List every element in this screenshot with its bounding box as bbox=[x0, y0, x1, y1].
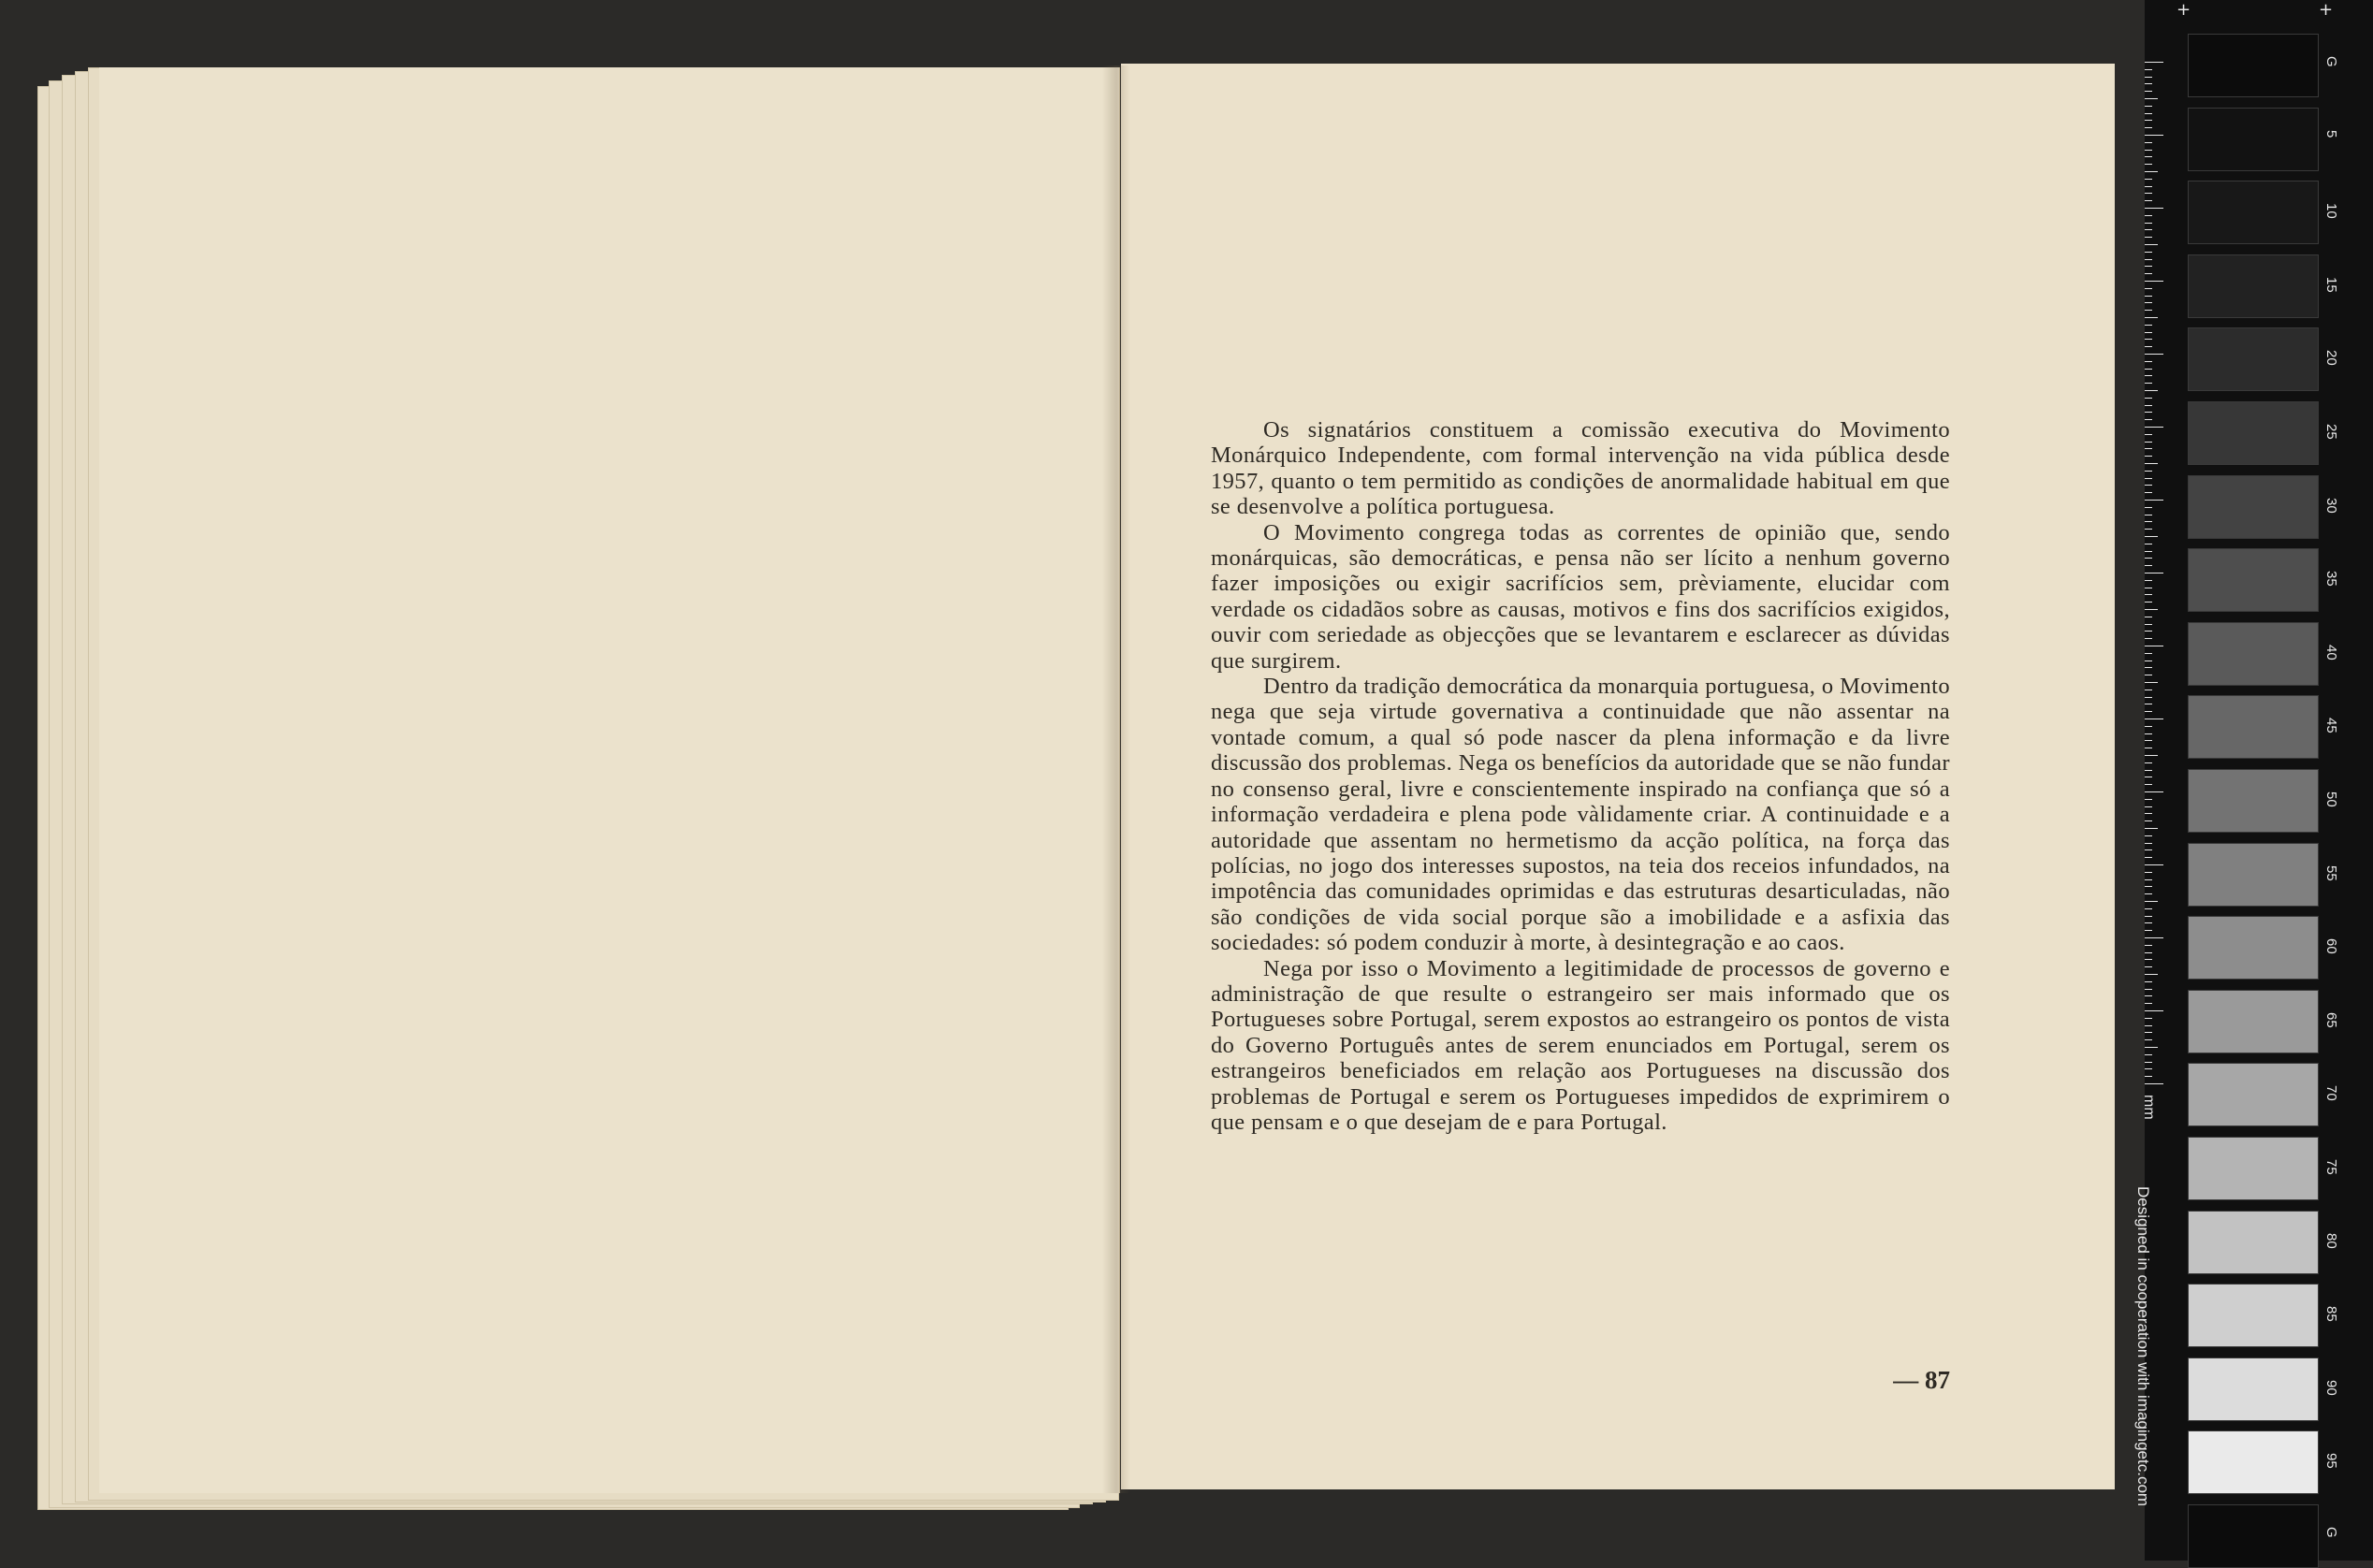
gray-patch bbox=[2188, 254, 2319, 318]
ruler-tick bbox=[2145, 229, 2152, 230]
gray-patch-label: 60 bbox=[2323, 938, 2339, 954]
ruler-unit-label: mm bbox=[2141, 1095, 2157, 1120]
ruler-tick bbox=[2145, 886, 2152, 887]
ruler-tick bbox=[2145, 806, 2152, 807]
ruler-tick bbox=[2145, 995, 2152, 996]
ruler-tick bbox=[2145, 1047, 2158, 1048]
ruler-tick bbox=[2145, 558, 2152, 559]
ruler-tick bbox=[2145, 536, 2158, 537]
gray-patch-label: 25 bbox=[2323, 424, 2339, 440]
ruler-tick bbox=[2145, 1032, 2152, 1033]
ruler-tick bbox=[2145, 325, 2152, 326]
ruler-tick bbox=[2145, 296, 2152, 297]
ruler-tick bbox=[2145, 98, 2158, 99]
gray-patch bbox=[2188, 1284, 2319, 1347]
ruler-tick bbox=[2145, 164, 2152, 165]
ruler-tick bbox=[2145, 872, 2152, 873]
ruler-tick bbox=[2145, 186, 2152, 187]
ruler-tick bbox=[2145, 682, 2158, 683]
ruler-tick bbox=[2145, 259, 2152, 260]
gray-patch-label: 35 bbox=[2323, 571, 2339, 587]
ruler-tick bbox=[2145, 908, 2152, 909]
ruler-tick bbox=[2145, 83, 2152, 84]
ruler-tick bbox=[2145, 485, 2152, 486]
ruler-tick bbox=[2145, 667, 2152, 668]
ruler-tick bbox=[2145, 726, 2152, 727]
ruler-tick bbox=[2145, 1068, 2152, 1069]
ruler-tick bbox=[2145, 383, 2152, 384]
gray-patch-label: 75 bbox=[2323, 1159, 2339, 1175]
gray-patch bbox=[2188, 843, 2319, 907]
gray-patch bbox=[2188, 475, 2319, 539]
ruler-tick bbox=[2145, 981, 2152, 982]
ruler-tick bbox=[2145, 456, 2152, 457]
ruler-tick bbox=[2145, 799, 2152, 800]
ruler-tick bbox=[2145, 813, 2152, 814]
gray-patch bbox=[2188, 108, 2319, 171]
gray-patch bbox=[2188, 181, 2319, 244]
paragraph: Nega por isso o Movimento a legitimidade de processos de governo e administração de que resulte o estrangeiro ser mais informado que os Portugueses sobre Portugal, serem expostos ao estrangeiro os pontos de vista do Governo Português antes de serem enunciados em Portugal, serem os estrangeiros beneficiados em relação aos Portugueses na discussão dos problemas de Portugal e serem os Portugueses impedidos de exprimirem o que pensam e o que desejam de e para Portugal. bbox=[1211, 955, 1950, 1135]
gray-patch bbox=[2188, 1504, 2319, 1568]
ruler-tick bbox=[2145, 879, 2152, 880]
ruler-tick bbox=[2145, 77, 2152, 78]
ruler-tick bbox=[2145, 405, 2152, 406]
ruler-tick bbox=[2145, 916, 2152, 917]
ruler-tick bbox=[2145, 354, 2163, 355]
ruler-tick bbox=[2145, 638, 2152, 639]
ruler-tick bbox=[2145, 945, 2152, 946]
ruler-tick bbox=[2145, 565, 2152, 566]
registration-mark: + bbox=[2319, 0, 2334, 20]
gray-patch-label: 50 bbox=[2323, 791, 2339, 807]
ruler-tick bbox=[2145, 733, 2152, 734]
ruler-tick bbox=[2145, 427, 2163, 428]
ruler-tick bbox=[2145, 390, 2158, 391]
ruler-tick bbox=[2145, 1025, 2152, 1026]
credit-text: Designed in cooperation with imagingetc.com bbox=[2134, 1186, 2152, 1507]
ruler-tick bbox=[2145, 375, 2152, 376]
ruler-tick bbox=[2145, 339, 2152, 340]
mm-ruler bbox=[2145, 62, 2163, 1082]
page-number: — 87 bbox=[1893, 1366, 1950, 1394]
ruler-tick bbox=[2145, 966, 2152, 967]
registration-mark: + bbox=[2176, 0, 2191, 20]
gray-patch bbox=[2188, 548, 2319, 612]
ruler-tick bbox=[2145, 281, 2163, 282]
ruler-tick bbox=[2145, 594, 2152, 595]
paragraph: Os signatários constituem a comissão executiva do Movimento Monárquico Independente, com formal intervenção na vida pública desde 1957, quanto o tem permitido as condições de anormalidade habitual em que se desenvolve a política portuguesa. bbox=[1211, 417, 1950, 520]
ruler-tick bbox=[2145, 310, 2152, 311]
ruler-tick bbox=[2145, 412, 2152, 413]
ruler-tick bbox=[2145, 922, 2152, 923]
gray-patch-label: 40 bbox=[2323, 644, 2339, 661]
paragraph: O Movimento congrega todas as correntes de opinião que, sendo monárquicas, são democráticas, e pensa não ser lícito a nenhum governo fazer imposições ou exigir sacrifícios sem, prèviamente, elucidar com verdade os cidadãos sobre as causas, motivos e fins dos sacrifícios exigidos, ouvir com seriedade as objecções que se levantarem e esclarecer as dúvidas que surgirem. bbox=[1211, 519, 1950, 674]
gray-patch bbox=[2188, 401, 2319, 465]
gray-patch-label: 70 bbox=[2323, 1085, 2339, 1102]
ruler-tick bbox=[2145, 820, 2152, 821]
ruler-tick bbox=[2145, 624, 2152, 625]
ruler-tick bbox=[2145, 631, 2152, 632]
ruler-tick bbox=[2145, 113, 2152, 114]
ruler-tick bbox=[2145, 857, 2152, 858]
ruler-tick bbox=[2145, 1054, 2152, 1055]
ruler-tick bbox=[2145, 332, 2152, 333]
ruler-tick bbox=[2145, 864, 2163, 865]
ruler-tick bbox=[2145, 156, 2152, 157]
ruler-tick bbox=[2145, 901, 2158, 902]
gray-patch bbox=[2188, 916, 2319, 980]
ruler-tick bbox=[2145, 317, 2158, 318]
ruler-tick bbox=[2145, 273, 2152, 274]
ruler-tick bbox=[2145, 127, 2152, 128]
ruler-tick bbox=[2145, 288, 2152, 289]
ruler-tick bbox=[2145, 463, 2158, 464]
ruler-tick bbox=[2145, 1039, 2152, 1040]
ruler-tick bbox=[2145, 69, 2152, 70]
ruler-tick bbox=[2145, 398, 2152, 399]
gray-patch bbox=[2188, 695, 2319, 759]
ruler-tick bbox=[2145, 442, 2152, 443]
ruler-tick bbox=[2145, 849, 2152, 850]
ruler-tick bbox=[2145, 507, 2152, 508]
gray-patch-label: 80 bbox=[2323, 1232, 2339, 1249]
paragraph: Dentro da tradição democrática da monarquia portuguesa, o Movimento nega que seja virtude governativa a continuidade que não assentar na vontade comum, a qual só pode nascer da plena informação e da livre discussão dos problemas. Nega os benefícios da autoridade que se não fundar no consenso geral, livre e conscientemente inspirado na confiança que só a informação verdadeira e plena pode vàlidamente criar. A continuidade e a autoridade que assentam no hermetismo da acção política, na força das polícias, no jogo dos interesses supostos, na teia dos receios infundados, na impotência das comunidades oprimidas e das estruturas desarticuladas, não são condições de vida social porque são a imobilidade e a asfixia das sociedades: só podem conduzir à morte, à desintegração e ao caos. bbox=[1211, 674, 1950, 956]
gray-patch bbox=[2188, 1137, 2319, 1200]
ruler-tick bbox=[2145, 828, 2158, 829]
ruler-tick bbox=[2145, 361, 2152, 362]
ruler-tick bbox=[2145, 974, 2158, 975]
ruler-tick bbox=[2145, 208, 2163, 209]
ruler-tick bbox=[2145, 959, 2152, 960]
ruler-tick bbox=[2145, 653, 2152, 654]
ruler-tick bbox=[2145, 500, 2163, 501]
gray-patch-label: 30 bbox=[2323, 497, 2339, 514]
gray-patch bbox=[2188, 1357, 2319, 1421]
ruler-tick bbox=[2145, 602, 2152, 603]
gray-patch bbox=[2188, 990, 2319, 1053]
ruler-tick bbox=[2145, 1003, 2152, 1004]
gray-patch bbox=[2188, 34, 2319, 97]
ruler-tick bbox=[2145, 770, 2152, 771]
gray-patch-label: 90 bbox=[2323, 1379, 2339, 1396]
gray-patch bbox=[2188, 327, 2319, 391]
ruler-tick bbox=[2145, 492, 2152, 493]
gray-patch bbox=[2188, 1430, 2319, 1494]
ruler-tick bbox=[2145, 193, 2152, 194]
ruler-tick bbox=[2145, 580, 2152, 581]
ruler-tick bbox=[2145, 91, 2152, 92]
ruler-tick bbox=[2145, 244, 2158, 245]
ruler-tick bbox=[2145, 843, 2152, 844]
ruler-tick bbox=[2145, 893, 2152, 894]
ruler-tick bbox=[2145, 762, 2152, 763]
ruler-tick bbox=[2145, 989, 2152, 990]
ruler-tick bbox=[2145, 755, 2158, 756]
ruler-tick bbox=[2145, 471, 2152, 472]
ruler-tick bbox=[2145, 302, 2152, 303]
ruler-tick bbox=[2145, 1062, 2152, 1063]
ruler-tick bbox=[2145, 784, 2152, 785]
gray-patch-label: 5 bbox=[2323, 129, 2339, 138]
gray-patch bbox=[2188, 622, 2319, 686]
left-page-blank bbox=[99, 67, 1120, 1493]
ruler-tick bbox=[2145, 223, 2152, 224]
gray-patch-label: G bbox=[2323, 56, 2339, 67]
ruler-tick bbox=[2145, 346, 2152, 347]
page-text-block bbox=[1211, 417, 1950, 1135]
ruler-tick bbox=[2145, 711, 2152, 712]
ruler-tick bbox=[2145, 529, 2152, 530]
ruler-tick bbox=[2145, 252, 2152, 253]
gray-patch-label: 20 bbox=[2323, 350, 2339, 367]
ruler-tick bbox=[2145, 1018, 2152, 1019]
gray-patch bbox=[2188, 769, 2319, 833]
ruler-tick bbox=[2145, 835, 2152, 836]
ruler-tick bbox=[2145, 937, 2163, 938]
ruler-tick bbox=[2145, 952, 2152, 953]
ruler-tick bbox=[2145, 171, 2158, 172]
ruler-tick bbox=[2145, 551, 2152, 552]
ruler-tick bbox=[2145, 215, 2152, 216]
gray-patch-label: 45 bbox=[2323, 718, 2339, 734]
ruler-tick bbox=[2145, 930, 2152, 931]
ruler-tick bbox=[2145, 369, 2152, 370]
ruler-tick bbox=[2145, 478, 2152, 479]
ruler-tick bbox=[2145, 150, 2152, 151]
ruler-tick bbox=[2145, 1076, 2152, 1077]
gray-patch-label: 15 bbox=[2323, 276, 2339, 293]
gray-patch-label: G bbox=[2323, 1527, 2339, 1538]
gray-patch bbox=[2188, 1211, 2319, 1274]
ruler-tick bbox=[2145, 791, 2163, 792]
ruler-tick bbox=[2145, 106, 2152, 107]
ruler-tick bbox=[2145, 179, 2152, 180]
ruler-tick bbox=[2145, 448, 2152, 449]
ruler-tick bbox=[2145, 740, 2152, 741]
ruler-tick bbox=[2145, 120, 2152, 121]
ruler-tick bbox=[2145, 266, 2152, 267]
ruler-tick bbox=[2145, 1083, 2163, 1084]
ruler-tick bbox=[2145, 142, 2152, 143]
ruler-tick bbox=[2145, 521, 2152, 522]
ruler-tick bbox=[2145, 135, 2163, 136]
ruler-tick bbox=[2145, 237, 2152, 238]
gray-patch bbox=[2188, 1063, 2319, 1126]
ruler-tick bbox=[2145, 609, 2158, 610]
ruler-tick bbox=[2145, 419, 2152, 420]
ruler-tick bbox=[2145, 434, 2152, 435]
ruler-tick bbox=[2145, 62, 2163, 63]
ruler-tick bbox=[2145, 200, 2152, 201]
gray-patch-label: 65 bbox=[2323, 1011, 2339, 1028]
ruler-tick bbox=[2145, 697, 2152, 698]
gray-patch-label: 55 bbox=[2323, 864, 2339, 881]
gray-patch-label: 95 bbox=[2323, 1453, 2339, 1470]
gray-patch-label: 10 bbox=[2323, 203, 2339, 219]
ruler-tick bbox=[2145, 1010, 2163, 1011]
book-gutter bbox=[1102, 65, 1130, 1493]
gray-patch-label: 85 bbox=[2323, 1306, 2339, 1322]
